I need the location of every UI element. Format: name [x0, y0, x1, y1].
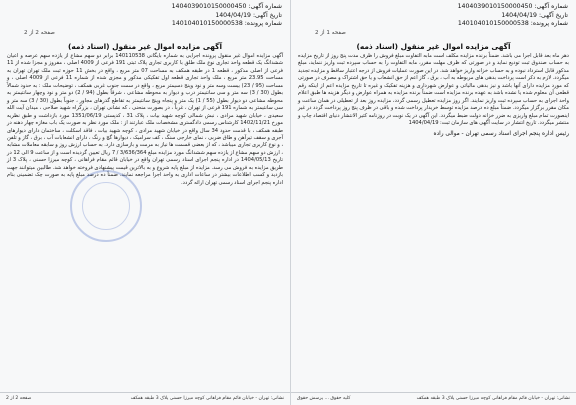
- notice-number: شماره آگهی: 1404039010150000450: [457, 3, 568, 10]
- notice-meta: [458, 3, 568, 29]
- notice-title: آگهی مزایده اموال غیر منقول (اسناد ذمه): [67, 42, 223, 51]
- footer-address: نشانی: تهران - خیابان قائم مقام فراهانی کوچه میرزا حسنی پلاک 3 طبقه همکف: [130, 396, 284, 401]
- notice-number: شماره آگهی: 1404039010150000450: [171, 3, 282, 10]
- case-number: شماره پرونده: 140104010150000538: [171, 20, 282, 28]
- page-header: [0, 0, 290, 40]
- page-number: صفحه 2 از 2: [24, 30, 55, 36]
- document-page-1: [290, 0, 576, 405]
- notice-body: دهر ماه بعد قابل اجرا می باشد. ضمناً برنده مزایده مکلف است مابه التفاوت مبلغ فروش را ظرف مدت پنج روز از تاریخ مزایده به حساب صندوق ثبت تودیع نماید و در صورتی که ظرف مهلت مقرر، مابه التفاوت را به حساب سپرده ثبت واریز ننماید، مبلغ مذکور قابل استرداد نبوده و به حساب خزانه واریز خواهد شد. در این صورت عملیات فروش از درجه اعتبار ساقط و مزایده تجدید میگردد. لازم به ذکر است پرداخت بدهی های مربوطه به آب ، برق ، گاز اعم از حق انشعاب و یا حق اشتراک و مصرف در صورتی که مورد مزایده دارای آنها باشد و نیز بدهی مالیاتی و عوارض شهرداری و هزینه تفکیک و غیره تا تاریخ مزایده اعم از اینکه رقم قطعی آن معلوم شده یا نشده باشد به عهده برنده مزایده است ضمناً برنده مزایده به همراه عوارض و دیگر هزینه ها طبق اعلام واحد اجرای به حساب سپرده ثبت واریز نمایند. اگر روز مزایده تعطیل رسمی گردد، مزایده روز بعد از تعطیلی در همان ساعت و مکان مقرر برگزار میگردد. ضمناً مبلغ ده درصد مزایده توسط خریدار پرداخت شده و باقی در ظرف پنج روز پرداخت گردد در غیر اینصورت تمام مبلغ واریزی به ضرر خزانه دولت ضبط میگردد. این آگهی در یک نوبت در روزنامه کثیر الانتشار دنیای اقتصاد چاپ و منتشر میگردد. تاریخ انتشار در سایت آگهی های سازمان ثبت: 1404/04/19: [298, 53, 569, 127]
- notice-title: آگهی مزایده اموال غیر منقول (اسناد ذمه): [356, 42, 511, 51]
- footer-sub: صفحه 2 از 2: [6, 396, 32, 401]
- page-header: [291, 0, 576, 40]
- notice-body: آگهی مزایده اموال غیر منقول پرونده اجرایی به شماره بایگانی 140110538 برابر دو سهم مشاع از یازده سهم عرصه و اعیان ششدانگ یک قطعه واحد تجاری نوع ملک طلق با کاربری تجاری پلاک ثبتی 191 فرعی از 4009 اصلی ، مفروز و مجزا شده از 11 فرعی از اصلی مذکور ، قطعه 1 در طبقه همکف به مساحت 07 متر مربع ، واقع در بخش 11 حوزه ثبت ملک تهران تهران به مساحت 23.95 متر مربع ، ملک واحد تجاری قطعه اول تفکیکی مذکور و مجزی شده از شماره 11 فرعی از 4009 اصلی ، و مساحت (95 / 23) بیست وسه متر و نود وپنج دسیمتر مربع ، واقع در سمت جنوب غربی همکف ، توضیحات ملک : به حدود شمالاً بطول (30 / 3) سه متر و سی سانتیمتر درب و دیوار به محوطه مشاعی ، شرقاً بطول (94 / 2) دو متر و نود وچهار سانتیمتر به محوطه مشاعی دو دیوار بطول (55 / 1) یک متر و پنجاه وپنج سانتیمتر به تقاطع گذرهای مجاور ، جنوباً بطول (30 / 3) سه متر و سی سانتیمتر به شماره 191 فرعی از تهران ، غرباً ، در بصورت منحنی ، که نشانی تهران ، بزرگراه شهید صلاحی ، میدان آیت الله سعیدی ، خیابان شهید مرادی ، نبش شمالی کوچه شهید بیات ، پلاک 31 ، کدپستی 1351/06/19 مورد بازداشت و طبق نظریه مورخ 1402/11/21 کارشناس رسمی دادگستری مشخصات ملک عبارتند از : ملک مورد نظر به صورت یک باب مغازه چهار دهنه در طبقه همکف ، با قدمت حدود 34 سال واقع در خیابان شهید مرادی ، کوچه شهید بیات ، فاقد اسکلت ، ساختمان دارای دیوارهای آجری و سقف تیرآهن و طاق ضربی ، نمای خارجی سنگ ، کف سرامیک ، دیوارها گچ و رنگ ، دارای انشعابات آب ، برق ، گاز و تلفن ، و نوع کاربری تجاری میباشد ، که از بعضی قسمت ها نیاز به مرمت و بازسازی دارد. به حساب ارزش روز و سابقه معاملات مشابه ، ارزش دو سهم مشاع از یازده سهم ششدانگ مورد مزایده مبلغ 3/636/364 / 7 ریال تعیین گردیده است و از ساعت 9 الی 12 در تاریخ 1404/05/13 در اداره پنجم اجرای اسناد رسمی تهران واقع در خیابان قائم مقام فراهانی ، کوچه میرزا حسنی ، پلاک 3 از طریق مزایده به فروش می رسد. مزایده از مبلغ پایه شروع و به بالاترین قیمت پیشنهادی فروخته خواهد شد. طالبین میتوانند جهت بازدید و کسب اطلاعات بیشتر در ساعات اداری به واحد اجرا مراجعه نمایند. ضمناً ده درصد مبلغ پایه به صورت چک تضمینی بنام اداره پنجم اجرای اسناد رسمی تهران ارائه گردد.: [7, 53, 284, 186]
- page-footer: [0, 392, 290, 405]
- footer-sub: کلیه حقوق ... پرسش حقوق: [297, 396, 351, 401]
- footer-address: نشانی: تهران - خیابان قائم مقام فراهانی کوچه میرزا حسنی پلاک 3 طبقه همکف: [416, 396, 570, 401]
- notice-date: تاریخ آگهی: 1404/04/19: [501, 11, 568, 19]
- notice-meta: [172, 3, 282, 29]
- signature: رئیس اداره پنجم اجرای اسناد رسمی تهران - موالی راده: [433, 130, 569, 137]
- official-seal: [70, 170, 142, 242]
- notice-date: تاریخ آگهی: 1404/04/19: [215, 11, 282, 19]
- page-number: صفحه 1 از 2: [315, 30, 346, 36]
- case-number: شماره پرونده: 140104010150000538: [457, 20, 568, 28]
- page-footer: [291, 392, 576, 405]
